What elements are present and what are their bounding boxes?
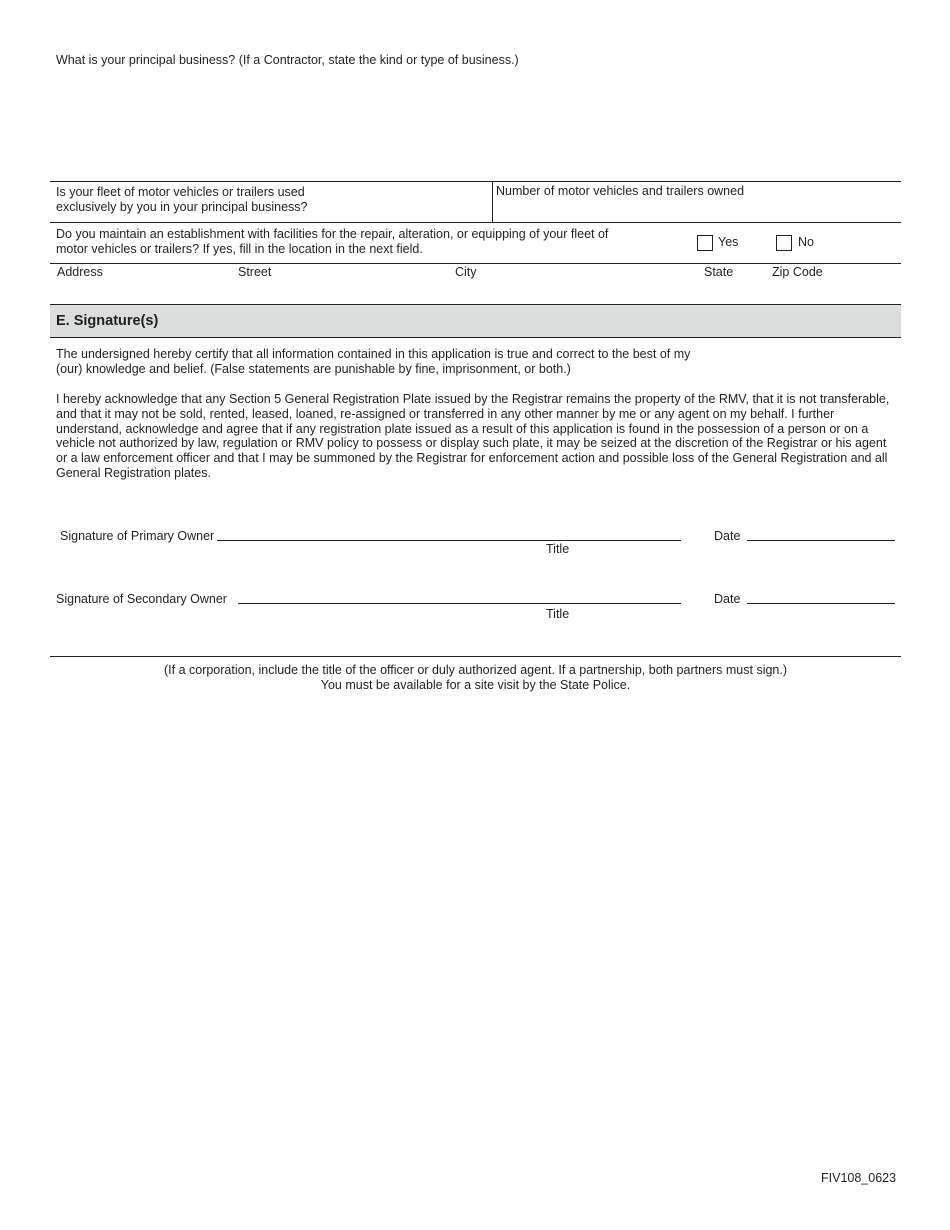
footer-note-line: (If a corporation, include the title of the officer or duly authorized agent. If a partnership, both partners must sign.)	[163, 663, 788, 677]
primary-date-line[interactable]	[747, 540, 895, 541]
divider	[50, 222, 901, 223]
primary-title-label: Title	[546, 542, 570, 556]
zip-code-label: Zip Code	[772, 265, 823, 279]
principal-business-label: What is your principal business? (If a Contractor, state the kind or type of business.)	[56, 53, 519, 67]
establishment-question-line: Do you maintain an establishment with facilities for the repair, alteration, or equipping of your fleet of	[56, 227, 609, 241]
section-e-header	[50, 304, 901, 338]
certification-line: (our) knowledge and belief. (False statements are punishable by fine, imprisonment, or both.)	[56, 361, 571, 376]
city-label: City	[455, 265, 477, 279]
yes-label: Yes	[718, 235, 739, 249]
no-label: No	[798, 235, 814, 249]
divider	[50, 656, 901, 657]
primary-owner-signature-label: Signature of Primary Owner	[60, 529, 215, 543]
state-label: State	[704, 265, 734, 279]
primary-owner-signature-line[interactable]	[217, 540, 681, 541]
secondary-title-label: Title	[546, 607, 570, 621]
establishment-question	[56, 227, 608, 257]
no-checkbox[interactable]	[776, 235, 792, 251]
divider	[50, 263, 901, 264]
yes-checkbox[interactable]	[697, 235, 713, 251]
street-label: Street	[238, 265, 272, 279]
footer-note-line: You must be available for a site visit by the State Police.	[320, 678, 631, 692]
acknowledgement-line: understand, acknowledge and agree that if any registration plate issued as a result of this application is found in the possession of a person or on a	[56, 421, 869, 436]
footer-note	[50, 663, 901, 693]
acknowledgement-line: or a law enforcement officer and that I may be summoned by the Registrar for enforcement action and possible loss of the General Registration and all	[56, 451, 888, 466]
certification-paragraph	[56, 347, 690, 377]
fleet-exclusive-label-line: exclusively by you in your principal business?	[56, 200, 308, 214]
vehicle-count-input[interactable]	[493, 200, 900, 221]
acknowledgement-line: and that it may not be sold, rented, leased, loaned, re-assigned or transferred in any other manner by me or any agent on my behalf. I further	[56, 406, 835, 421]
acknowledgement-line: General Registration plates.	[56, 465, 211, 480]
address-label: Address	[57, 265, 103, 279]
secondary-date-label: Date	[714, 592, 741, 606]
vehicle-count-label: Number of motor vehicles and trailers owned	[496, 184, 745, 198]
acknowledgement-line: I hereby acknowledge that any Section 5 General Registration Plate issued by the Registrar remains the property of the RMV, that it is not transferable,	[56, 392, 890, 406]
principal-business-input[interactable]	[50, 72, 901, 178]
form-code: FIV108_0623	[821, 1171, 897, 1185]
section-e-title: E. Signature(s)	[56, 313, 159, 329]
divider	[50, 181, 901, 182]
address-input[interactable]	[50, 280, 901, 302]
secondary-owner-signature-line[interactable]	[238, 603, 681, 604]
secondary-date-line[interactable]	[747, 603, 895, 604]
fleet-exclusive-label-line: Is your fleet of motor vehicles or trailers used	[56, 185, 305, 199]
fleet-exclusive-label	[56, 185, 308, 215]
primary-date-label: Date	[714, 529, 741, 543]
establishment-question-line: motor vehicles or trailers? If yes, fill in the location in the next field.	[56, 242, 423, 256]
acknowledgement-line: vehicle not authorized by law, regulation or RMV policy to possess or display such plate, it may be seized at the discretion of the Registrar or his agent	[56, 436, 887, 451]
secondary-owner-signature-label: Signature of Secondary Owner	[56, 592, 227, 606]
certification-line: The undersigned hereby certify that all information contained in this application is true and correct to the best of my	[56, 347, 691, 361]
acknowledgement-paragraph	[56, 392, 889, 481]
